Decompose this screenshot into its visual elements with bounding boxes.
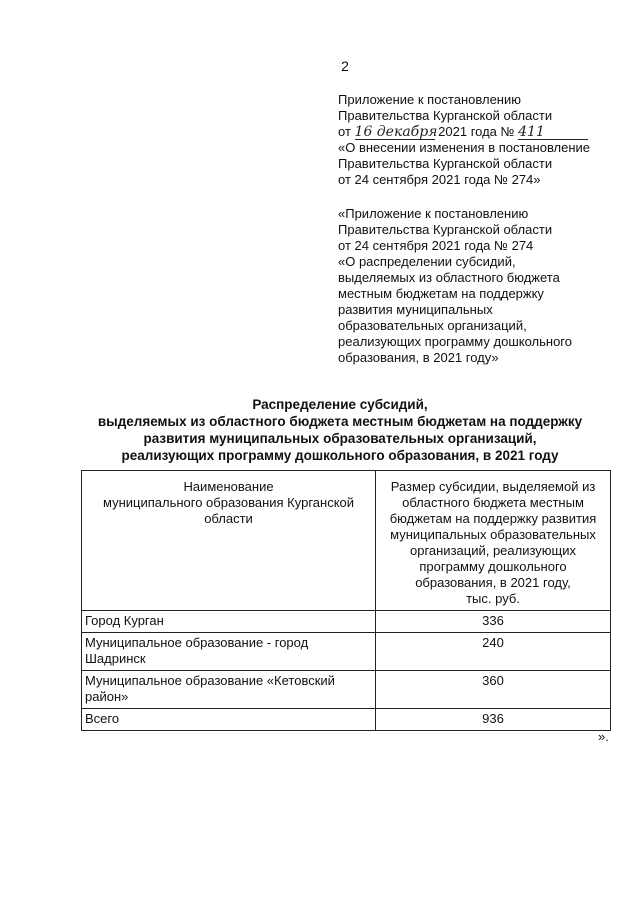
appendix-line: реализующих программу дошкольного [338,334,572,349]
header-line: тыс. руб. [466,591,520,606]
header-line: Наименование [183,479,274,494]
handwritten-number: 411 [518,125,588,140]
document-title [60,396,620,464]
title-line: выделяемых из областного бюджета местным бюджетам на поддержку [97,414,583,429]
cell-line: район» [85,689,129,704]
appendix-line: от 24 сентября 2021 года № 274» [338,172,541,187]
table-row [82,633,611,671]
appendix-line: Правительства Курганской области [338,108,553,123]
title-line: Распределение субсидий, [252,397,428,412]
appendix-line: «О распределении субсидий, [338,254,516,269]
table-row-total [82,709,611,731]
amount-cell: 336 [376,611,611,633]
appendix-line: Правительства Курганской области [338,156,553,171]
cell-line: Муниципальное образование - город [85,635,309,650]
municipality-cell [82,633,376,671]
appendix-header [338,92,590,188]
header-line: бюджетам на поддержку развития [389,511,597,526]
subsidy-table [81,470,611,731]
appendix-date-line [338,124,590,140]
table-row [82,671,611,709]
appendix-line: местным бюджетам на поддержку [338,286,544,301]
appendix-line: «Приложение к постановлению [338,206,529,221]
header-line: областного бюджета местным [402,495,584,510]
table-row [82,611,611,633]
appendix-line: развития муниципальных [338,302,493,317]
header-line: образования, в 2021 году, [415,575,571,590]
header-line: программу дошкольного [419,559,567,574]
header-line: организаций, реализующих [409,543,577,558]
cell-line: Шадринск [85,651,146,666]
date-prefix: от [338,124,351,139]
appendix-line: выделяемых из областного бюджета [338,270,560,285]
page-number: 2 [341,58,349,74]
title-line: развития муниципальных образовательных организаций, [143,431,537,446]
appendix-line: от 24 сентября 2021 года № 274 [338,238,534,253]
cell-line: Муниципальное образование «Кетовский [85,673,335,688]
header-line: муниципальных образовательных [390,527,596,542]
appendix-line: образования, в 2021 году» [338,350,499,365]
municipality-cell [82,611,376,633]
amount-cell: 936 [376,709,611,731]
appendix-line: образовательных организаций, [338,318,527,333]
header-municipality [82,471,376,611]
cell-line: Всего [85,711,120,726]
cell-line: Город Курган [85,613,164,628]
amount-cell: 240 [376,633,611,671]
original-appendix-header [338,206,572,366]
closing-quote: ». [598,729,609,744]
municipality-cell [82,709,376,731]
date-suffix: 2021 года № [438,124,515,139]
header-subsidy-amount [376,471,611,611]
appendix-line: Приложение к постановлению [338,92,521,107]
table-header-row [82,471,611,611]
appendix-line: Правительства Курганской области [338,222,553,237]
handwritten-date: 16 декабря [354,124,438,140]
header-line: Размер субсидии, выделяемой из [390,479,596,494]
header-line: области [204,511,253,526]
municipality-cell [82,671,376,709]
header-line: муниципального образования Курганской [102,495,355,510]
amount-cell: 360 [376,671,611,709]
title-line: реализующих программу дошкольного образования, в 2021 году [121,448,559,463]
appendix-line: «О внесении изменения в постановление [338,140,591,155]
